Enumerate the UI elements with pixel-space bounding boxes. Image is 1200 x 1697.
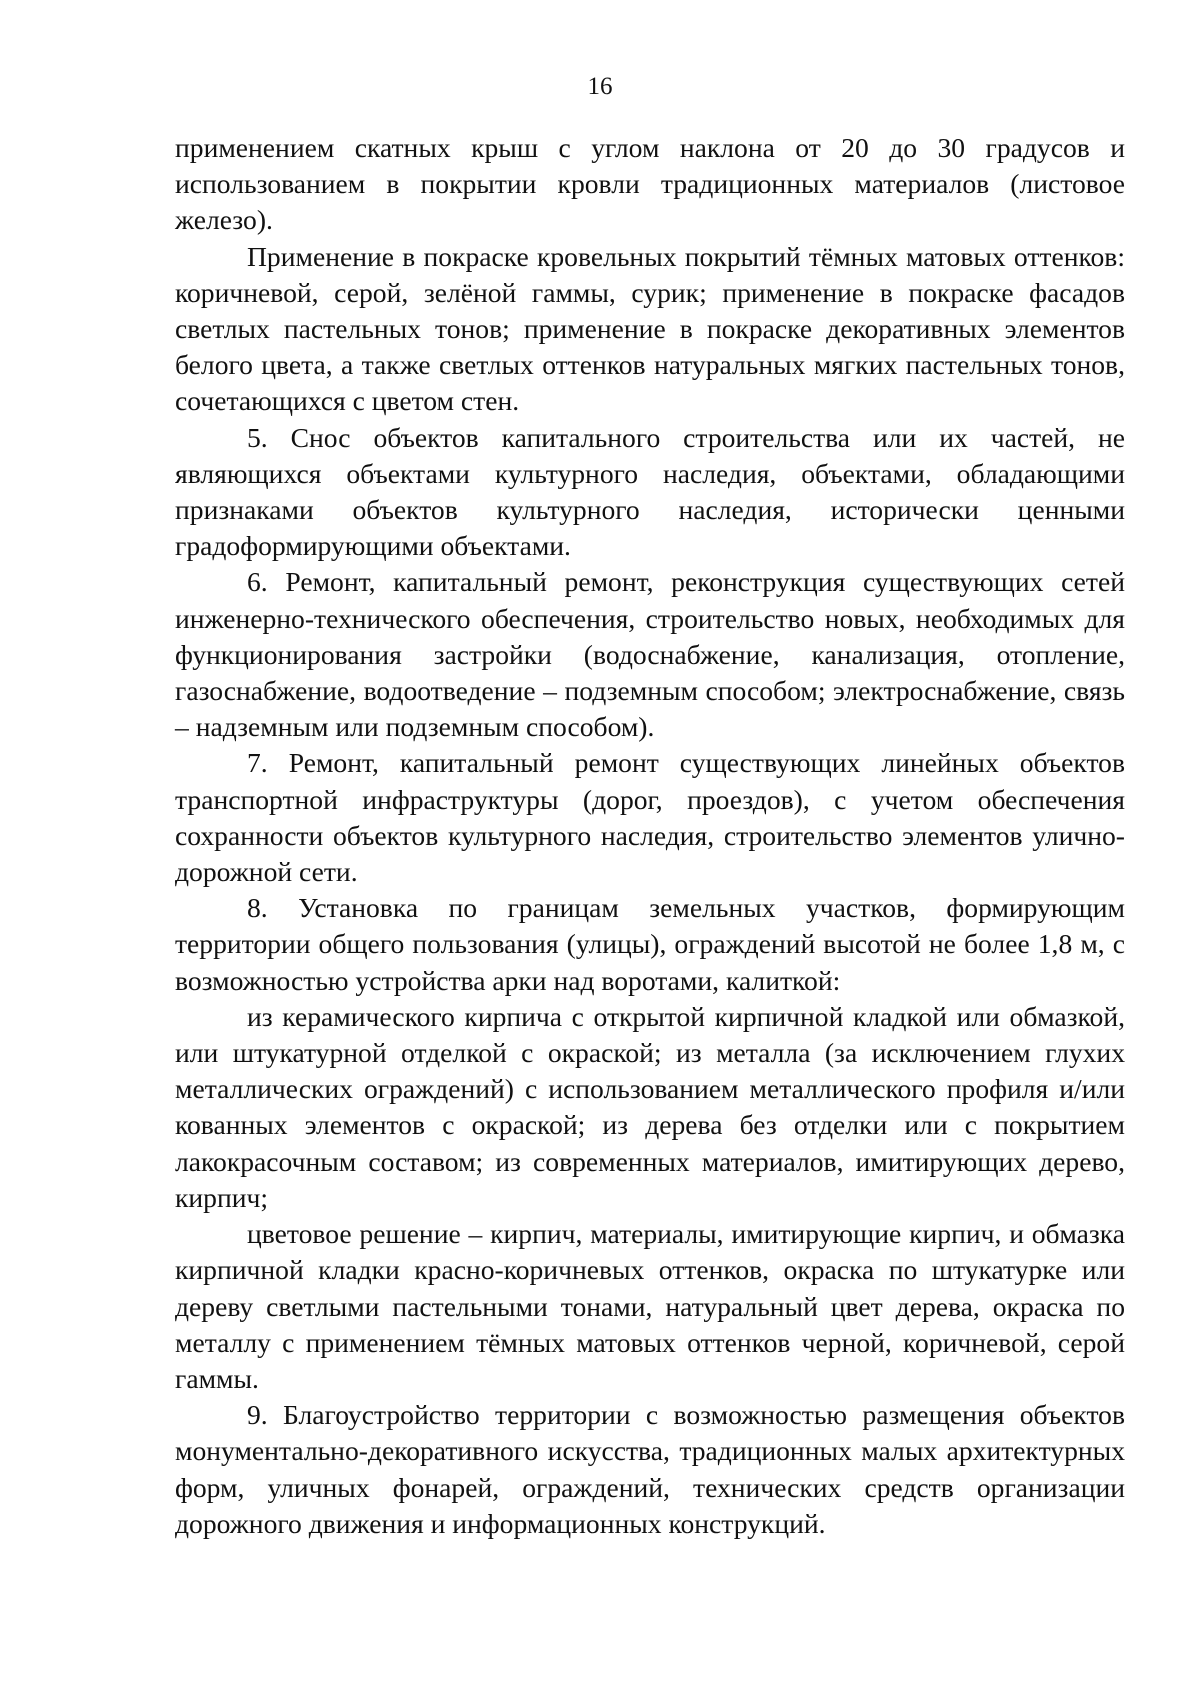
paragraph-fence-materials: из керамического кирпича с открытой кирпичной кладкой или обмазкой, или штукатурной отделкой с окраской; из металла (за исключением глухих металлических ограждений) с использованием металлического профиля и/или кованных элементов с окраской; из дерева без отделки или с покрытием лакокрасочным составом; из современных материалов, имитирующих дерево, кирпич;: [175, 1000, 1125, 1213]
paragraph-fence-colors: цветовое решение – кирпич, материалы, имитирующие кирпич, и обмазка кирпичной кладки красно-коричневых оттенков, окраска по штукатурке или дереву светлыми пастельными тонами, натуральный цвет дерева, окраска по металлу с применением тёмных матовых оттенков черной, коричневой, серой гаммы.: [175, 1218, 1125, 1394]
paragraph-roof-continuation: применением скатных крыш с углом наклона от 20 до 30 градусов и использованием в покрытии кровли традиционных материалов (листовое железо).: [175, 132, 1125, 236]
paragraph-roof-color: Применение в покраске кровельных покрытий тёмных матовых оттенков: коричневой, серой, зелёной гаммы, сурик; применение в покраске фасадов светлых пастельных тонов; применение в покраске декоративных элементов белого цвета, а также светлых оттенков натуральных мягких пастельных тонов, сочетающихся с цветом стен.: [175, 240, 1125, 417]
paragraph-item-7-transport-infrastructure: 7. Ремонт, капитальный ремонт существующих линейных объектов транспортной инфраструктуры (дорог, проездов), с учетом обеспечения сохранности объектов культурного наследия, строительство элементов улично-дорожной сети.: [175, 747, 1125, 888]
paragraph-item-5-demolition: 5. Снос объектов капитального строительства или их частей, не являющихся объектами культурного наследия, объектами, обладающими признаками объектов культурного наследия, исторически ценными градоформирующими объектами.: [175, 421, 1125, 562]
paragraph-item-6-engineering-networks: 6. Ремонт, капитальный ремонт, реконструкция существующих сетей инженерно-технического обеспечения, строительство новых, необходимых для функционирования застройки (водоснабжение, канализация, отопление, газоснабжение, водоотведение – подземным способом; электроснабжение, связь – надземным или подземным способом).: [175, 566, 1125, 743]
page-number: 16: [587, 73, 613, 100]
document-body: [175, 130, 1125, 1542]
paragraph-item-8-fences: 8. Установка по границам земельных участков, формирующим территории общего пользования (улицы), ограждений высотой не более 1,8 м, с возможностью устройства арки над воротами, калиткой:: [175, 892, 1125, 996]
paragraph-item-9-landscaping: 9. Благоустройство территории с возможностью размещения объектов монументально-декоративного искусства, традиционных малых архитектурных форм, уличных фонарей, ограждений, технических средств организации дорожного движения и информационных конструкций.: [175, 1399, 1125, 1539]
